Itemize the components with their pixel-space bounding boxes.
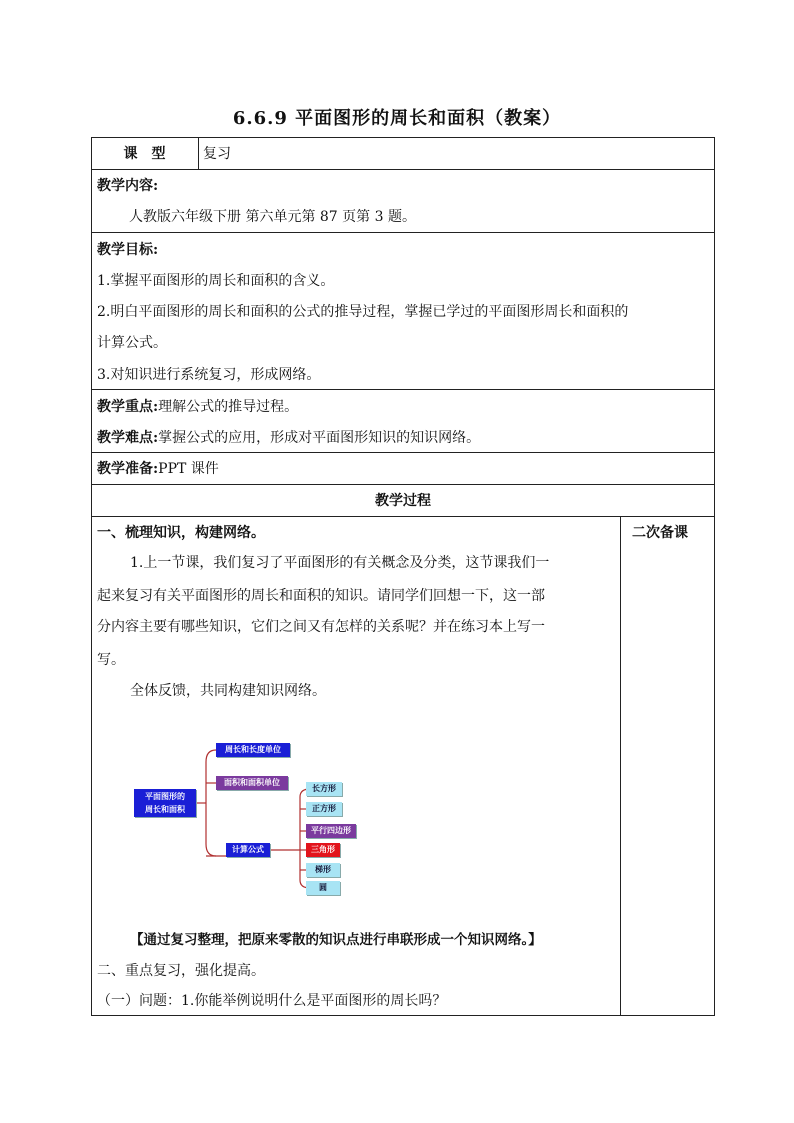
paragraph-line: 分内容主要有哪些知识，它们之间又有怎样的关系呢？并在练习本上写一 xyxy=(97,619,545,635)
section-heading: 二、重点复习，强化提高。 xyxy=(97,963,265,979)
preparation xyxy=(97,459,219,479)
lesson-type-label: 课 型 xyxy=(123,146,166,162)
paragraph-line: 起来复习有关平面图形的周长和面积的知识。请同学们回想一下，这一部 xyxy=(97,588,545,604)
knowledge-network-diagram xyxy=(130,737,370,901)
shape-node-circle: 圆 xyxy=(306,881,340,895)
shape-node-rectangle: 长方形 xyxy=(306,782,342,796)
design-note: 【通过复习整理，把原来零散的知识点进行串联形成一个知识网络。】 xyxy=(130,932,542,948)
row-divider xyxy=(91,484,715,485)
goal-item: 1.掌握平面图形的周长和面积的含义。 xyxy=(97,273,335,289)
goal-item: 3.对知识进行系统复习，形成网络。 xyxy=(97,367,321,383)
root-node-line: 周长和面积 xyxy=(145,804,185,814)
shape-node-triangle: 三角形 xyxy=(306,843,340,857)
root-node-line: 平面图形的 xyxy=(145,791,185,801)
formulas-node: 计算公式 xyxy=(226,843,270,857)
root-node xyxy=(134,789,196,817)
side-heading: 二次备课 xyxy=(632,525,688,541)
process-heading: 教学过程 xyxy=(375,493,431,509)
preparation-text: PPT 课件 xyxy=(158,461,219,477)
page-title: 6.6.9 平面图形的周长和面积（教案） xyxy=(232,108,562,129)
paragraph-line: 写。 xyxy=(97,652,125,668)
row-divider xyxy=(91,169,715,170)
column-divider xyxy=(620,516,621,1016)
difficulty xyxy=(97,428,480,448)
key-point-text: 理解公式的推导过程。 xyxy=(158,399,299,415)
shape-node-square: 正方形 xyxy=(306,802,342,816)
difficulty-text: 掌握公式的应用，形成对平面图形知识的知识网络。 xyxy=(158,430,481,446)
content-heading: 教学内容: xyxy=(97,178,159,194)
row-divider xyxy=(91,232,715,233)
row-divider xyxy=(91,389,715,390)
row-divider xyxy=(91,516,715,517)
paragraph-line: 1.上一节课，我们复习了平面图形的有关概念及分类，这节课我们一 xyxy=(130,555,550,571)
goals-heading: 教学目标: xyxy=(97,242,159,258)
key-point-label: 教学重点: xyxy=(97,399,159,415)
connector-brace xyxy=(206,750,216,856)
perimeter-units-node: 周长和长度单位 xyxy=(216,743,290,757)
goal-item-continued: 计算公式。 xyxy=(97,335,167,351)
area-units-node: 面积和面积单位 xyxy=(216,776,288,790)
question-line: （一）问题：1.你能举例说明什么是平面图形的周长吗？ xyxy=(97,993,447,1009)
section-heading: 一、梳理知识，构建网络。 xyxy=(97,525,265,541)
key-point xyxy=(97,397,298,417)
lesson-type-value: 复习 xyxy=(203,146,231,162)
paragraph-line: 全体反馈，共同构建知识网络。 xyxy=(130,683,326,699)
shape-node-parallelogram: 平行四边形 xyxy=(306,824,356,838)
shape-node-trapezoid: 梯形 xyxy=(306,863,340,877)
difficulty-label: 教学难点: xyxy=(97,430,159,446)
column-divider xyxy=(198,137,199,169)
row-divider xyxy=(91,452,715,453)
preparation-label: 教学准备: xyxy=(97,461,159,477)
content-text: 人教版六年级下册 第六单元第 87 页第 3 题。 xyxy=(129,209,416,225)
goal-item: 2.明白平面图形的周长和面积的公式的推导过程，掌握已学过的平面图形周长和面积的 xyxy=(97,304,629,320)
